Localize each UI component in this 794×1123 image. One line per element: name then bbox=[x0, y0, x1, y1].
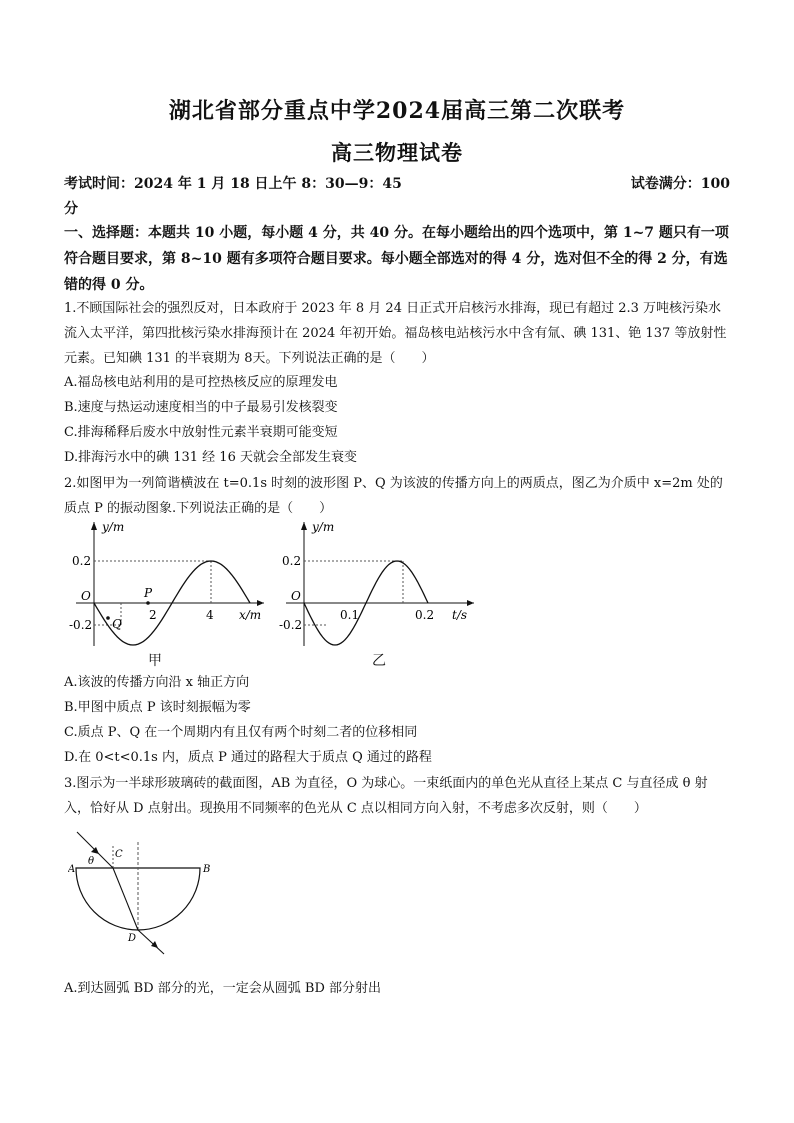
exam-meta bbox=[64, 173, 730, 193]
x-tick-4: 4 bbox=[206, 608, 214, 622]
q2-figure-b-caption: 乙 bbox=[372, 653, 386, 669]
y-tick-bottom: -0.2 bbox=[69, 618, 93, 632]
label-d: D bbox=[128, 933, 137, 944]
q2-option-d: D.在 0<t<0.1s 内，质点 P 通过的路程大于质点 Q 通过的路程 bbox=[64, 750, 432, 765]
label-b: B bbox=[203, 864, 211, 875]
q2-stem: 2.如图甲为一列简谐横波在 t=0.1s 时刻的波形图 P、Q 为该波的传播方向上的两质点，图乙为介质中 x=2m 处的质点 P 的振动图象.下列说法正确的是（ ） bbox=[64, 476, 723, 516]
exam-title: 湖北省部分重点中学2024届高三第二次联考 bbox=[168, 98, 626, 124]
q2-option-a: A.该波的传播方向沿 x 轴正方向 bbox=[64, 675, 250, 690]
y-tick-bottom: -0.2 bbox=[279, 618, 303, 632]
point-p-label: P bbox=[144, 586, 153, 600]
exit-arrow bbox=[151, 941, 158, 948]
t-axis-arrow bbox=[467, 600, 474, 606]
q3-stem: 3.图示为一半球形玻璃砖的截面图，AB 为直径，O 为球心。一束纸面内的单色光从直径上某点 C 与直径成 θ 射入，恰好从 D 点射出。现换用不同频率的色光从 C 点以相同方向入射，不考虑多次反射，则（ ） bbox=[64, 776, 708, 816]
t-axis-label: t/s bbox=[452, 608, 468, 622]
full-score-unit: 分 bbox=[64, 201, 78, 217]
exit-ray bbox=[138, 930, 164, 954]
q1-stem: 1.不顾国际社会的强烈反对，日本政府于 2023 年 8 月 24 日正式开启核污水排海，现已有超过 2.3 万吨核污染水流入太平洋，第四批核污染水排海预计在 2024 年初开始。福岛核电站核污水中含有氚、碘 131、铯 137 等放射性元素。已知碘 131 的半衰期为 8天。下列说法正确的是（ ） bbox=[64, 301, 727, 366]
q2-figure-b bbox=[276, 518, 476, 648]
y-axis-arrow bbox=[91, 522, 97, 530]
label-c: C bbox=[115, 849, 123, 860]
origin-label: O bbox=[81, 589, 91, 603]
y-tick-top: 0.2 bbox=[72, 554, 92, 568]
refracted-ray bbox=[113, 868, 138, 930]
x-axis-arrow bbox=[257, 600, 264, 606]
label-theta: θ bbox=[88, 856, 95, 867]
q1-option-a: A.福岛核电站利用的是可控热核反应的原理发电 bbox=[64, 375, 338, 390]
x-axis-label: x/m bbox=[239, 608, 262, 622]
point-p bbox=[146, 601, 150, 605]
section1-instructions: 一、选择题：本题共 10 小题，每小题 4 分，共 40 分。在每小题给出的四个选项中，第 1~7 题只有一项符合题目要求，第 8~10 题有多项符合题目要求。每小题全部选对的得 4 分，选对但不全的得 2 分，有选错的得 0 分。 bbox=[64, 225, 729, 293]
q3-option-a: A.到达圆弧 BD 部分的光，一定会从圆弧 BD 部分射出 bbox=[64, 981, 382, 996]
q2-figure-a-caption: 甲 bbox=[148, 653, 162, 669]
q2-figure-a bbox=[66, 518, 266, 648]
q2-option-c: C.质点 P、Q 在一个周期内有且仅有两个时刻二者的位移相同 bbox=[64, 725, 418, 740]
q2-option-b: B.甲图中质点 P 该时刻振幅为零 bbox=[64, 700, 251, 715]
y-axis-label: y/m bbox=[102, 520, 125, 534]
y-tick-top: 0.2 bbox=[282, 554, 302, 568]
x-tick-2: 2 bbox=[149, 608, 157, 622]
exam-subtitle: 高三物理试卷 bbox=[331, 140, 463, 165]
q1-option-c: C.排海稀释后废水中放射性元素半衰期可能变短 bbox=[64, 425, 338, 440]
origin-label: O bbox=[291, 589, 301, 603]
exam-time: 考试时间：2024 年 1 月 18 日上午 8：30—9：45 bbox=[64, 176, 402, 192]
q1-option-d: D.排海污水中的碘 131 经 16 天就会全部发生衰变 bbox=[64, 450, 357, 465]
point-q bbox=[106, 616, 110, 620]
label-a: A bbox=[68, 864, 76, 875]
full-score: 试卷满分：100 bbox=[630, 176, 730, 192]
incident-arrow bbox=[91, 847, 99, 854]
y-axis-label: y/m bbox=[312, 520, 335, 534]
t-tick-2: 0.2 bbox=[415, 608, 435, 622]
q3-hemisphere-figure bbox=[68, 828, 218, 958]
t-tick-1: 0.1 bbox=[340, 608, 360, 622]
point-q-label: Q bbox=[112, 617, 122, 631]
q1-option-b: B.速度与热运动速度相当的中子最易引发核裂变 bbox=[64, 400, 338, 415]
y-axis-arrow bbox=[301, 522, 307, 530]
